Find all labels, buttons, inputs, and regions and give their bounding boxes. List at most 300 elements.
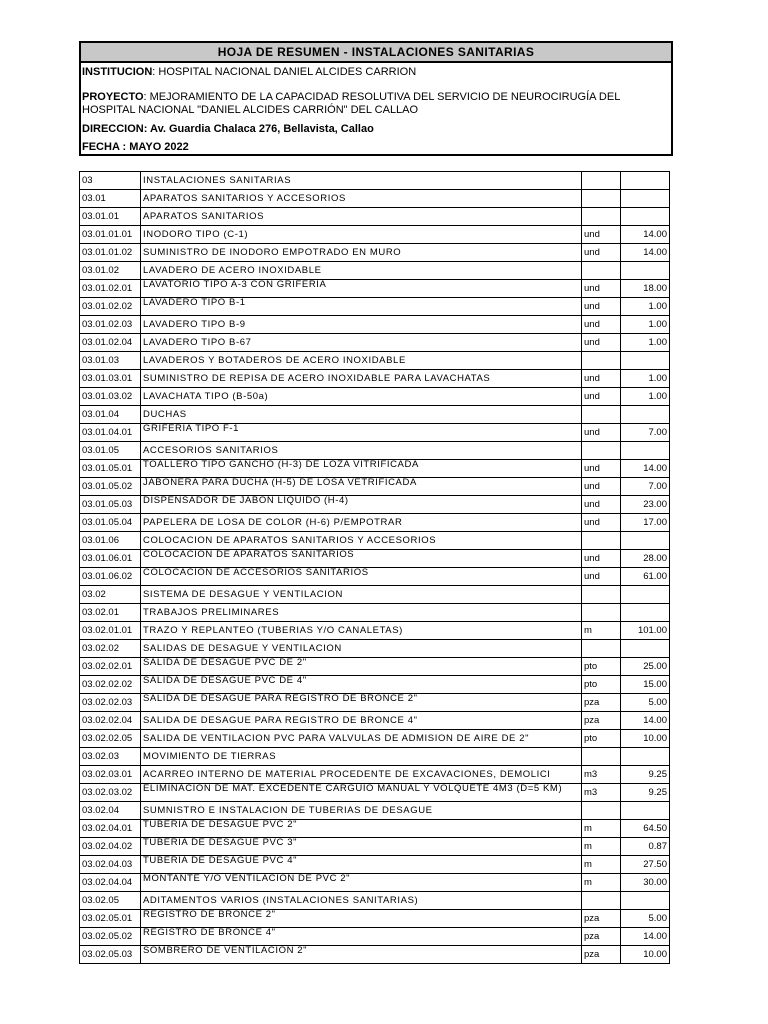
item-quantity-text: 17.00 [643,517,667,528]
item-code [80,370,141,388]
item-quantity [621,820,670,838]
item-unit-text: und [584,499,600,510]
item-unit [582,838,621,856]
item-unit-text: pza [584,913,600,924]
item-code [80,676,141,694]
table-row [80,784,670,802]
item-quantity [621,532,670,550]
item-quantity [621,802,670,820]
item-unit [582,172,621,190]
item-unit [582,352,621,370]
item-description [141,874,582,892]
item-description-text: SUMNISTRO E INSTALACION DE TUBERIAS DE DESAGUE [143,805,433,816]
item-unit-text: m [584,877,592,888]
item-quantity-text: 0.87 [648,841,667,852]
table-row [80,226,670,244]
item-code [80,838,141,856]
table-row [80,640,670,658]
direccion-text: DIRECCION: Av. Guardia Chalaca 276, Bellavista, Callao [82,123,374,135]
item-code [80,802,141,820]
item-code-text: 03.02.03 [82,751,119,762]
item-unit-text: und [584,373,600,384]
table-row [80,334,670,352]
item-quantity [621,352,670,370]
item-code-text: 03.02.03.01 [82,769,133,780]
item-description [141,748,582,766]
table-row [80,514,670,532]
item-description-text: TRAZO Y REPLANTEO (TUBERIAS Y/O CANALETAS) [143,625,403,636]
institucion-label: INSTITUCION [82,66,153,78]
item-code-text: 03.01.02.03 [82,319,133,330]
item-description [141,226,582,244]
item-code-text: 03.01.04 [82,409,119,420]
item-unit-text: und [584,229,600,240]
item-description [141,910,582,928]
item-unit-text: pza [584,715,600,726]
item-unit-text: pto [584,661,598,672]
item-unit-text: m [584,859,592,870]
table-row [80,658,670,676]
item-code-text: 03.01.02 [82,265,119,276]
item-description-text: LAVATORIO TIPO A-3 CON GRIFERIA [143,279,327,290]
item-unit [582,550,621,568]
item-description-text: LAVADERO DE ACERO INOXIDABLE [143,265,322,276]
item-description-text: INODORO TIPO (C-1) [143,229,249,240]
item-code-text: 03.02.02.04 [82,715,133,726]
item-quantity [621,244,670,262]
item-quantity [621,190,670,208]
item-unit [582,514,621,532]
item-quantity-text: 14.00 [643,247,667,258]
item-description-text: SALIDAS DE DESAGUE Y VENTILACION [143,643,342,654]
item-description-text: COLOCACION DE APARATOS SANITARIOS Y ACCESORIOS [143,535,437,546]
table-row [80,856,670,874]
item-unit-text: und [584,319,600,330]
item-quantity-text: 5.00 [648,913,667,924]
item-unit-text: und [584,571,600,582]
item-code [80,910,141,928]
item-unit [582,856,621,874]
item-description [141,658,582,676]
item-unit-text: pza [584,931,600,942]
table-row [80,442,670,460]
item-quantity-text: 61.00 [643,571,667,582]
item-code-text: 03.01.06.02 [82,571,133,582]
item-unit [582,298,621,316]
item-description-text: TOALLERO TIPO GANCHO (H-3) DE LOZA VITRIFICADA [143,459,419,470]
item-quantity [621,460,670,478]
item-code [80,424,141,442]
item-quantity [621,280,670,298]
item-code [80,226,141,244]
item-quantity-text: 7.00 [648,427,667,438]
item-description-text: REGISTRO DE BRONCE 2" [143,909,276,920]
item-quantity [621,946,670,964]
table-row [80,208,670,226]
table-row [80,568,670,586]
item-code [80,766,141,784]
item-code [80,496,141,514]
item-unit [582,928,621,946]
item-unit [582,748,621,766]
table-row [80,172,670,190]
item-code-text: 03.02.02.01 [82,661,133,672]
item-description [141,496,582,514]
item-quantity-text: 30.00 [643,877,667,888]
item-unit [582,730,621,748]
item-unit [582,820,621,838]
item-quantity [621,226,670,244]
item-description [141,856,582,874]
sheet-title: HOJA DE RESUMEN - INSTALACIONES SANITARIAS [81,43,671,63]
proyecto-label: PROYECTO [82,91,144,103]
item-quantity [621,892,670,910]
item-description [141,316,582,334]
item-quantity-text: 9.25 [648,787,667,798]
item-description-text: COLOCACION DE APARATOS SANITARIOS [143,549,355,560]
item-description-text: MOVIMIENTO DE TIERRAS [143,751,277,762]
item-quantity [621,496,670,514]
item-description [141,946,582,964]
item-quantity [621,712,670,730]
item-quantity [621,856,670,874]
item-description-text: GRIFERIA TIPO F-1 [143,423,240,434]
item-description [141,460,582,478]
item-code [80,460,141,478]
item-unit-text: pza [584,697,600,708]
item-quantity [621,172,670,190]
item-code-text: 03.02.02 [82,643,119,654]
item-description-text: TUBERIA DE DESAGUE PVC 4" [143,855,298,866]
item-code-text: 03.02.05.01 [82,913,133,924]
item-quantity [621,694,670,712]
item-description-text: JABONERA PARA DUCHA (H-5) DE LOSA VETRIFICADA [143,477,417,488]
item-quantity [621,928,670,946]
item-description-text: REGISTRO DE BRONCE 4" [143,927,276,938]
item-unit-text: und [584,463,600,474]
item-code [80,388,141,406]
proyecto-value: : MEJORAMIENTO DE LA CAPACIDAD RESOLUTIVA DEL SERVICIO DE NEUROCIRUGÍA DEL HOSPITAL NACIONAL "DANIEL ALCIDES CARRIÓN" DEL CALLAO [82,91,620,116]
table-row [80,748,670,766]
item-quantity [621,262,670,280]
item-code-text: 03.02 [82,589,106,600]
item-description [141,208,582,226]
item-code [80,316,141,334]
item-quantity-text: 1.00 [648,391,667,402]
item-quantity [621,514,670,532]
item-unit-text: und [584,391,600,402]
table-row [80,838,670,856]
item-unit-text: und [584,481,600,492]
table-row [80,532,670,550]
item-quantity [621,874,670,892]
item-code-text: 03.01.05.01 [82,463,133,474]
item-description-text: APARATOS SANITARIOS Y ACCESORIOS [143,193,346,204]
item-description [141,424,582,442]
item-unit [582,442,621,460]
item-code-text: 03.02.03.02 [82,787,133,798]
item-quantity [621,604,670,622]
item-unit [582,946,621,964]
items-table-body [80,172,670,964]
item-code [80,748,141,766]
item-code [80,550,141,568]
item-description-text: SUMINISTRO DE REPISA DE ACERO INOXIDABLE PARA LAVACHATAS [143,373,491,384]
item-description-text: ACARREO INTERNO DE MATERIAL PROCEDENTE DE EXCAVACIONES, DEMOLICI [143,769,551,780]
item-unit [582,784,621,802]
item-quantity [621,316,670,334]
item-code-text: 03.02.04.03 [82,859,133,870]
table-row [80,316,670,334]
item-description-text: INSTALACIONES SANITARIAS [143,175,292,186]
item-description-text: SALIDA DE VENTILACION PVC PARA VALVULAS DE ADMISION DE AIRE DE 2" [143,733,530,744]
item-description-text: SISTEMA DE DESAGUE Y VENTILACION [143,589,343,600]
item-description [141,532,582,550]
item-unit [582,388,621,406]
item-code-text: 03.01.04.01 [82,427,133,438]
item-unit-text: und [584,301,600,312]
item-unit-text: und [584,517,600,528]
item-quantity [621,388,670,406]
item-code [80,208,141,226]
item-quantity-text: 101.00 [637,625,667,636]
item-quantity [621,766,670,784]
item-quantity [621,640,670,658]
item-quantity [621,208,670,226]
table-row [80,244,670,262]
item-code-text: 03.01.05.02 [82,481,133,492]
item-unit [582,244,621,262]
table-row [80,388,670,406]
item-unit [582,478,621,496]
item-quantity [621,442,670,460]
item-code-text: 03.01.01 [82,211,119,222]
table-row [80,910,670,928]
item-description [141,190,582,208]
item-description-text: SALIDA DE DESAGUE PVC DE 4" [143,675,307,686]
table-row [80,496,670,514]
item-description [141,478,582,496]
item-code [80,622,141,640]
item-unit [582,568,621,586]
item-description [141,442,582,460]
item-code-text: 03.01.01.01 [82,229,133,240]
proyecto-line [82,91,667,117]
item-description-text: COLOCACION DE ACCESORIOS SANITARIOS [143,567,369,578]
item-code [80,694,141,712]
item-quantity [621,622,670,640]
item-code-text: 03 [82,175,93,186]
item-code-text: 03.02.05 [82,895,119,906]
item-unit [582,460,621,478]
item-unit-text: pto [584,679,598,690]
item-code [80,640,141,658]
institucion-value: : HOSPITAL NACIONAL DANIEL ALCIDES CARRION [152,66,417,78]
table-row [80,874,670,892]
item-description [141,820,582,838]
item-description [141,298,582,316]
item-quantity [621,586,670,604]
item-code [80,532,141,550]
item-quantity-text: 1.00 [648,337,667,348]
item-unit [582,604,621,622]
table-row [80,676,670,694]
item-quantity-text: 9.25 [648,769,667,780]
item-code [80,262,141,280]
item-code [80,478,141,496]
item-quantity [621,568,670,586]
item-code-text: 03.02.05.02 [82,931,133,942]
table-row [80,298,670,316]
item-quantity-text: 15.00 [643,679,667,690]
item-unit [582,694,621,712]
fecha-line [82,141,189,154]
item-quantity-text: 1.00 [648,301,667,312]
item-unit-text: m [584,841,592,852]
item-code [80,874,141,892]
item-unit [582,532,621,550]
item-code [80,892,141,910]
item-quantity-text: 14.00 [643,229,667,240]
item-quantity-text: 10.00 [643,949,667,960]
table-row [80,622,670,640]
item-quantity-text: 1.00 [648,373,667,384]
item-code [80,406,141,424]
item-description-text: LAVADERO TIPO B-67 [143,337,252,348]
fecha-text: FECHA : MAYO 2022 [82,141,189,153]
item-unit-text: m3 [584,787,598,798]
direccion-line [82,123,374,136]
item-code-text: 03.02.04.04 [82,877,133,888]
item-description-text: TUBERIA DE DESAGUE PVC 2" [143,819,298,830]
table-row [80,406,670,424]
item-description-text: ELIMINACION DE MAT. EXCEDENTE CARGUIO MANUAL Y VOLQUETE 4M3 (D=5 KM) [143,783,563,794]
table-row [80,424,670,442]
item-description [141,640,582,658]
item-unit-text: und [584,427,600,438]
item-description-text: LAVADEROS Y BOTADEROS DE ACERO INOXIDABLE [143,355,406,366]
item-code-text: 03.02.02.02 [82,679,133,690]
table-row [80,550,670,568]
item-description [141,514,582,532]
item-description [141,352,582,370]
item-description-text: ACCESORIOS SANITARIOS [143,445,279,456]
item-unit [582,280,621,298]
item-description-text: SALIDA DE DESAGUE PARA REGISTRO DE BRONCE 2" [143,693,418,704]
item-quantity-text: 64.50 [643,823,667,834]
item-unit [582,766,621,784]
item-unit-text: m [584,625,592,636]
item-description [141,892,582,910]
item-code [80,190,141,208]
item-quantity [621,658,670,676]
item-quantity [621,910,670,928]
item-code [80,244,141,262]
item-description [141,802,582,820]
item-unit [582,316,621,334]
item-code [80,568,141,586]
item-description-text: TRABAJOS PRELIMINARES [143,607,280,618]
item-description [141,784,582,802]
item-description [141,262,582,280]
item-unit-text: m [584,823,592,834]
table-row [80,604,670,622]
item-unit-text: pto [584,733,598,744]
item-quantity [621,550,670,568]
item-description-text: TUBERIA DE DESAGUE PVC 3" [143,837,298,848]
item-description [141,172,582,190]
item-code-text: 03.01.05 [82,445,119,456]
item-unit [582,424,621,442]
item-code [80,820,141,838]
item-quantity [621,406,670,424]
item-description [141,712,582,730]
institucion-line [82,66,416,79]
item-description [141,838,582,856]
item-code [80,946,141,964]
item-quantity [621,838,670,856]
item-quantity-text: 10.00 [643,733,667,744]
item-code-text: 03.01 [82,193,106,204]
item-description-text: ADITAMENTOS VARIOS (INSTALACIONES SANITARIAS) [143,895,419,906]
item-unit [582,370,621,388]
item-code [80,442,141,460]
table-row [80,478,670,496]
item-unit [582,190,621,208]
item-unit-text: m3 [584,769,598,780]
summary-header [79,41,673,156]
item-description [141,334,582,352]
item-quantity [621,298,670,316]
item-code [80,856,141,874]
item-code-text: 03.01.02.01 [82,283,133,294]
item-description [141,928,582,946]
item-quantity [621,784,670,802]
item-unit [582,622,621,640]
table-row [80,280,670,298]
item-quantity-text: 23.00 [643,499,667,510]
table-row [80,352,670,370]
item-code-text: 03.01.03.02 [82,391,133,402]
item-description [141,568,582,586]
item-unit [582,406,621,424]
item-description [141,550,582,568]
item-description [141,586,582,604]
item-unit [582,874,621,892]
item-description-text: MONTANTE Y/O VENTILACION DE PVC 2" [143,873,351,884]
item-quantity-text: 7.00 [648,481,667,492]
item-unit-text: pza [584,949,600,960]
item-code-text: 03.02.01 [82,607,119,618]
item-unit [582,262,621,280]
item-description-text: SOMBRERO DE VENTILACION 2" [143,945,308,956]
item-code-text: 03.01.03 [82,355,119,366]
item-code [80,712,141,730]
item-unit [582,334,621,352]
table-row [80,892,670,910]
item-quantity-text: 18.00 [643,283,667,294]
table-row [80,820,670,838]
item-quantity [621,424,670,442]
item-quantity-text: 14.00 [643,463,667,474]
item-unit [582,892,621,910]
item-code-text: 03.02.04.01 [82,823,133,834]
item-description [141,406,582,424]
table-row [80,730,670,748]
item-code [80,730,141,748]
item-code-text: 03.01.02.02 [82,301,133,312]
item-unit-text: und [584,337,600,348]
